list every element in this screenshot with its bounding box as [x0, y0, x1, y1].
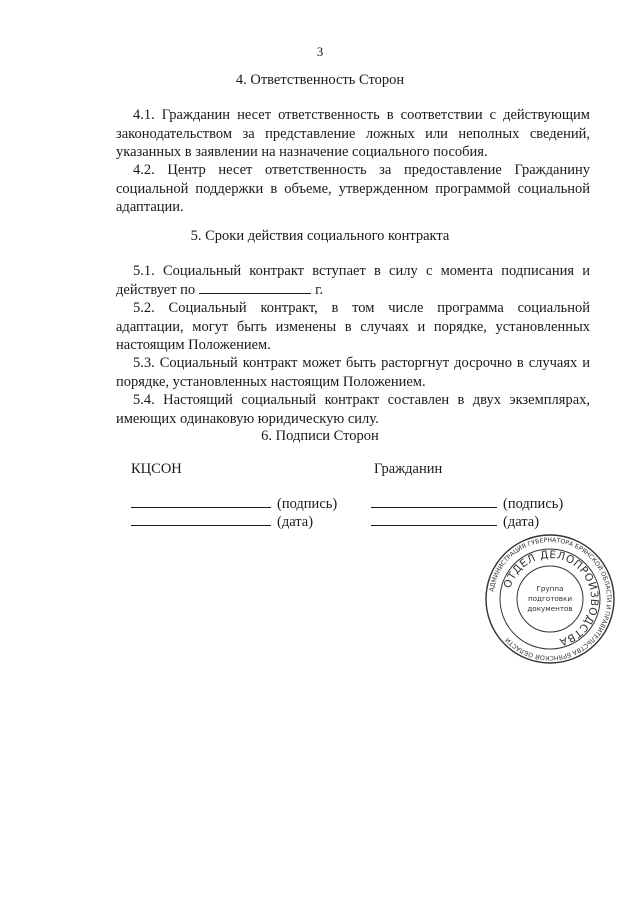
left-date-line — [131, 513, 271, 526]
section-5-title: 5. Сроки действия социального контракта — [190, 228, 450, 244]
paragraph-5-4: 5.4. Настоящий социальный контракт составлен в двух экземплярах, имеющих одинаковую юридическую силу. — [116, 392, 590, 427]
right-signature-label: (подпись) — [503, 496, 564, 512]
paragraph-5-1-suffix: г. — [315, 281, 324, 298]
right-date-line — [371, 513, 497, 526]
stamp-ring-text: ОТДЕЛ ДЕЛОПРОИЗВОДСТВА — [501, 548, 601, 648]
section-4-title: 4. Ответственность Сторон — [235, 72, 405, 88]
section-6-title: 6. Подписи Сторон — [261, 428, 379, 444]
right-signature-row — [371, 495, 563, 513]
right-date-label: (дата) — [503, 514, 540, 530]
paragraph-4-1: 4.1. Гражданин несет ответственность в соответствии с действующим законодательством за представление ложных или неполных сведений, указанных в заявлении на назначение социального пособия. — [116, 107, 590, 160]
left-signature-label: (подпись) — [277, 496, 338, 512]
official-stamp — [484, 533, 616, 665]
left-signature-row — [131, 495, 337, 513]
left-date-label: (дата) — [277, 514, 314, 530]
page-number: 3 — [316, 44, 324, 59]
paragraph-5-2: 5.2. Социальный контракт, в том числе программа социальной адаптации, могут быть изменены в случаях и порядке, установленных настоящим Положением. — [116, 300, 590, 353]
stamp-inner-line-3: документов — [527, 604, 573, 613]
left-party-label: КЦСОН — [131, 461, 182, 477]
stamp-inner-line-1: Группа — [536, 584, 564, 593]
stamp-inner-line-2: подготовки — [527, 594, 573, 603]
right-date-row — [371, 513, 539, 531]
paragraph-4-2: 4.2. Центр несет ответственность за предоставление Гражданину социальной поддержки в объеме, утвержденном программой социальной адаптации. — [116, 162, 590, 215]
term-date-blank — [199, 281, 311, 294]
paragraph-5-3: 5.3. Социальный контракт может быть расторгнут досрочно в случаях и порядке, установленных настоящим Положением. — [116, 355, 590, 390]
right-party-label: Гражданин — [374, 461, 443, 477]
paragraph-5-1-text: 5.1. Социальный контракт вступает в силу с момента подписания и действует по — [116, 263, 590, 298]
right-signature-line — [371, 495, 497, 508]
left-date-row — [131, 513, 313, 531]
paragraph-5-1 — [116, 262, 590, 299]
stamp-outer-text: АДМИНИСТРАЦИЯ ГУБЕРНАТОРА БРЯНСКОЙ ОБЛАСТИ И ПРАВИТЕЛЬСТВА БРЯНСКОЙ ОБЛАСТИ — [488, 536, 613, 662]
left-signature-line — [131, 495, 271, 508]
